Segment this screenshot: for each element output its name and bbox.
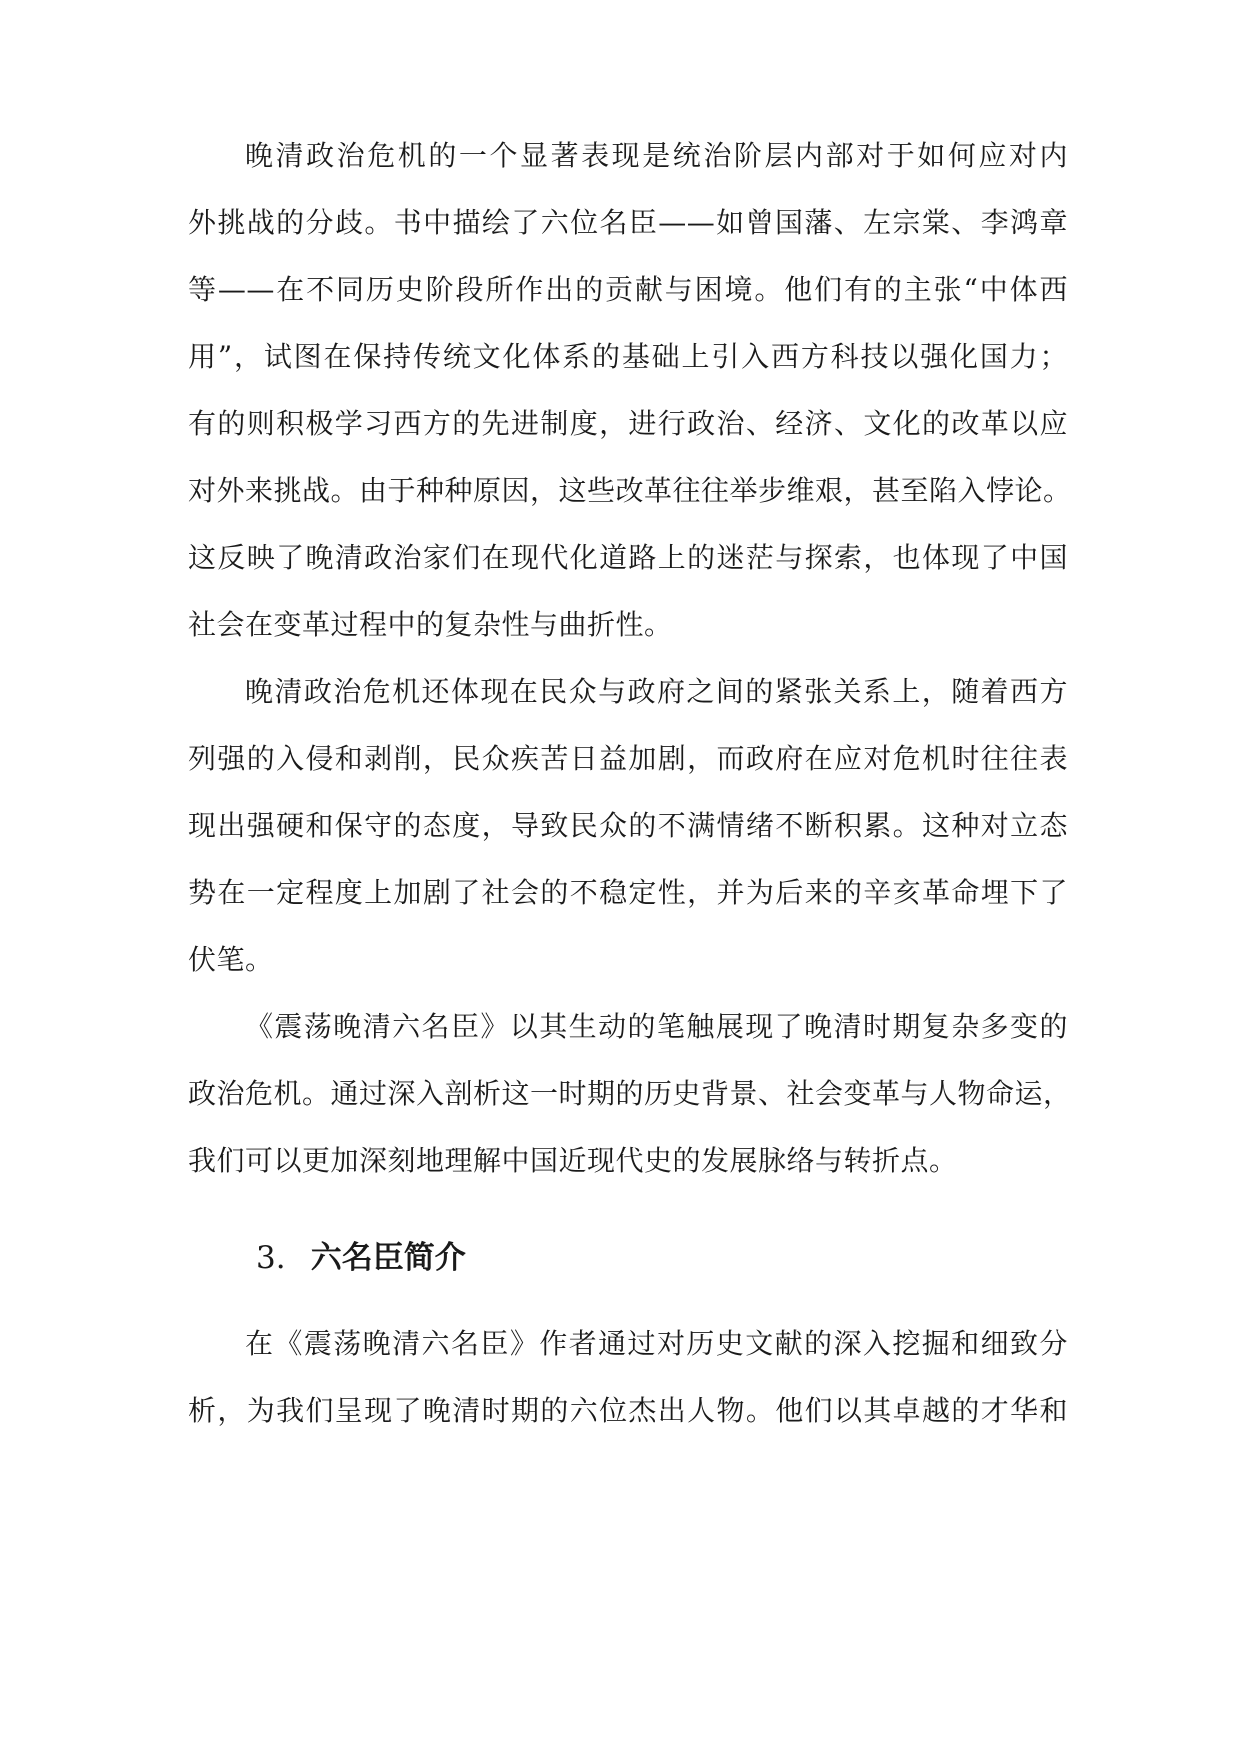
paragraph-line: 析，为我们呈现了晚清时期的六位杰出人物。他们以其卓越的才华和 xyxy=(188,1394,1068,1427)
paragraph-line: 晚清政治危机还体现在民众与政府之间的紧张关系上，随着西方 xyxy=(245,675,1068,708)
paragraph-line: 晚清政治危机的一个显著表现是统治阶层内部对于如何应对内 xyxy=(245,139,1068,172)
paragraph-line: 外挑战的分歧。书中描绘了六位名臣——如曾国藩、左宗棠、李鸿章 xyxy=(188,206,1068,239)
paragraph-line: 《震荡晚清六名臣》以其生动的笔触展现了晚清时期复杂多变的 xyxy=(245,1010,1068,1043)
paragraph-line: 对外来挑战。由于种种原因，这些改革往往举步维艰，甚至陷入悖论。 xyxy=(188,474,1072,507)
paragraph-line: 用”，试图在保持传统文化体系的基础上引入西方科技以强化国力； xyxy=(188,340,1068,373)
paragraph-line: 势在一定程度上加剧了社会的不稳定性，并为后来的辛亥革命埋下了 xyxy=(188,876,1068,909)
paragraph-line: 我们可以更加深刻地理解中国近现代史的发展脉络与转折点。 xyxy=(188,1144,958,1177)
section-title: 六名臣简介 xyxy=(310,1240,466,1276)
paragraph-line: 现出强硬和保守的态度，导致民众的不满情绪不断积累。这种对立态 xyxy=(188,809,1068,842)
paragraph-line: 列强的入侵和剥削，民众疾苦日益加剧，而政府在应对危机时往往表 xyxy=(188,742,1068,775)
paragraph-line: 等——在不同历史阶段所作出的贡献与困境。他们有的主张“中体西 xyxy=(188,273,1068,306)
paragraph-line: 政治危机。通过深入剖析这一时期的历史背景、社会变革与人物命运， xyxy=(188,1077,1072,1110)
paragraph-line: 有的则积极学习西方的先进制度，进行政治、经济、文化的改革以应 xyxy=(188,407,1068,440)
paragraph-line: 这反映了晚清政治家们在现代化道路上的迷茫与探索，也体现了中国 xyxy=(188,541,1068,574)
section-heading xyxy=(256,1236,856,1280)
paragraph-line: 在《震荡晚清六名臣》作者通过对历史文献的深入挖掘和细致分 xyxy=(245,1327,1068,1360)
section-number: 3. xyxy=(256,1240,286,1276)
paragraph-line: 社会在变革过程中的复杂性与曲折性。 xyxy=(188,608,673,641)
paragraph-line: 伏笔。 xyxy=(188,943,274,976)
